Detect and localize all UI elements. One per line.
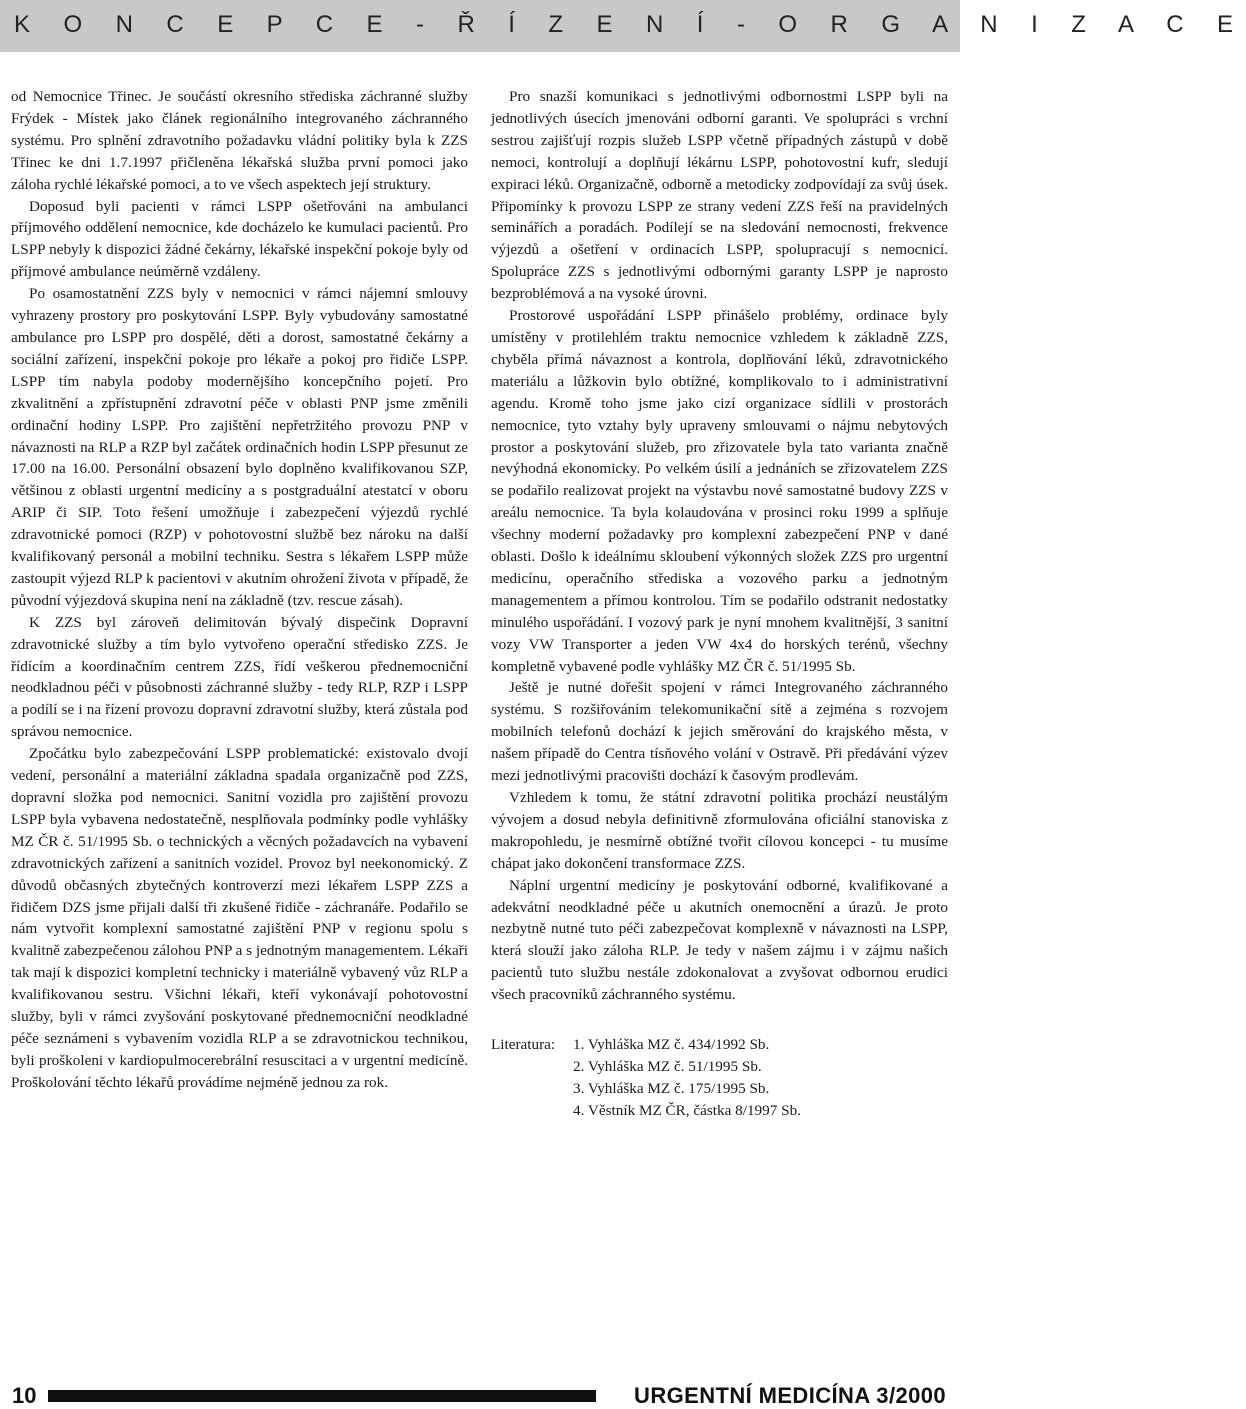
left-column (11, 86, 468, 1094)
literature-item: 1. Vyhláška MZ č. 434/1992 Sb. (573, 1036, 770, 1054)
page-footer (0, 1383, 960, 1409)
paragraph: Pro snazší komunikaci s jednotlivými odbornostmi LSPP byli na jednotlivých úsecích jmenováni odborní garanti. Ve spolupráci s vrchní sestrou zajišťují rozpis služeb LSPP včetně případných zástupů v době nemoci, kontrolují a doplňují lékárnu LSPP, pohotovostní kufr, sledují expiraci léků. Organizačně, odborně a metodicky zodpovídají za svůj úsek. Připomínky k provozu LSPP ze strany vedení ZZS řeší na pravidelných seminářích a poradách. Podílejí se na sledování nemocnosti, frekvence výjezdů a ošetření v ordinacích LSPP, spolupracují s nemocnicí. Spolupráce ZZS s jednotlivými odbornými garanty LSPP je naprosto bezproblémová a na vysoké úrovni. (491, 88, 948, 303)
literature-label: Literatura: (491, 1036, 556, 1054)
page-header (0, 0, 1246, 52)
footer-rule (48, 1390, 596, 1402)
literature-list (491, 1034, 948, 1122)
literature-item: 4. Věstník MZ ČR, částka 8/1997 Sb. (573, 1101, 801, 1119)
journal-title: URGENTNÍ MEDICÍNA 3/2000 (634, 1383, 946, 1408)
paragraph: Zpočátku bylo zabezpečování LSPP problematické: existovalo dvojí vedení, personální a materiální základna spadala organizačně pod ZZS, dopravní složka pod nemocnici. Sanitní vozidla pro zajištění provozu LSPP byla vybavena nedostatečně, nesplňovala podmínky podle vyhlášky MZ ČR č. 51/1995 Sb. o technických a věcných požadavcích na vybavení zdravotnických zařízení a sanitních vozidel. Provoz byl neekonomický. Z důvodů občasných zbytečných kontroverzí mezi lékařem LSPP ZZS a řidičem DZS jsme přijali další tři zkušené řidiče - záchranáře. Podařilo se nám vytvořit komplexní samostatné zajištění PNP v regionu spolu s kvalitně zabezpečenou zálohou PNP a s jednotným managementem. Lékaři tak mají k dispozici kompletní technicky i materiálně vybavený vůz RLP a kvalifikovanou sestru. Všichni lékaři, kteří vykonávají pohotovostní služby, byli v rámci zvyšování poskytované přednemocniční neodkladné péče seznámeni s vybavením vozidla RLP a se zdravotnickou technikou, byli proškoleni v kardiopulmocerebrální resuscitaci a v urgentní medicíně. Proškolování těchto lékařů provádíme nejméně jednou za rok. (11, 745, 469, 1091)
literature-item: 3. Vyhláška MZ č. 175/1995 Sb. (573, 1079, 770, 1097)
paragraph: Ještě je nutné dořešit spojení v rámci Integrovaného záchranného systému. S rozšiřováním telekomunikační sítě a zejména s rozvojem mobilních telefonů dochází k jejich směrování do krajského města, v našem případě do Centra tísňového volání v Ostravě. Při předávání výzev mezi jednotlivými pracovišti dochází k časovým prodlevám. (491, 679, 948, 785)
paragraph: Prostorové uspořádání LSPP přinášelo problémy, ordinace byly umístěny v protilehlém traktu nemocnice vzhledem k základně ZZS, chyběla přímá návaznost a kontrola, doplňování léků, zdravotnického materiálu a lůžkovin bylo obtížné, komplikovalo to i administrativní agendu. Kromě toho jsme jako cizí organizace sídlili v prostorách nemocnice, tyto vztahy byly upraveny smlouvami o nájmu nebytových prostor a poskytování služeb, pro zřizovatele byla tato varianta značně nevýhodná ekonomicky. Po velkém úsilí a jednáních se zřizovatelem ZZS se podařilo realizovat projekt na výstavbu nové samostatné budovy ZZS v areálu nemocnice. Ta byla kolaudována v prosinci roku 1999 a splňuje všechny moderní požadavky pro komplexní zabezpečení PNP v dané oblasti. Došlo k ideálnímu skloubení výkonných složek ZZS pro urgentní medicínu, operačního střediska a vozového parku a jednotným managementem a přímou kontrolou. Tím se podařilo odstranit nedostatky minulého uspořádání. I vozový park je nyní mnohem kvalitnější, 3 sanitní vozy VW Transporter a jeden VW 4x4 do horských terénů, všechny kompletně vybavené podle vyhlášky MZ ČR č. 51/1995 Sb. (491, 307, 948, 675)
paragraph: od Nemocnice Třinec. Je součástí okresního střediska záchranné služby Frýdek - Místek jako článek regionálního integrovaného záchranného systému. Pro splnění zdravotního požadavku vládní politiky byla k ZZS Třinec ke dni 1.7.1997 přičleněna lékařská služba první pomoci jako záloha rychlé lékařské pomoci, a to ve všech aspektech její struktury. (11, 88, 468, 193)
paragraph: Doposud byli pacienti v rámci LSPP ošetřováni na ambulanci příjmového oddělení nemocnice, kde docházelo ke kumulaci pacientů. Pro LSPP nebyly k dispozici žádné čekárny, lékařské inspekční pokoje byly od příjmové ambulance neúměrně vzdáleny. (11, 197, 468, 281)
right-column (491, 86, 948, 1122)
section-title: K O N C E P C E - Ř Í Z E N Í - O R G A N I Z A C E (14, 11, 1246, 38)
literature-item: 2. Vyhláška MZ č. 51/1995 Sb. (573, 1057, 762, 1075)
paragraph: Vzhledem k tomu, že státní zdravotní politika prochází neustálým vývojem a dosud nebyla definitivně zformulována oficiální stanoviska z makropohledu, je nesmírně obtížné tvořit cílovou koncepci - tu musíme chápat jako dokončení transformace ZZS. (491, 789, 948, 872)
paragraph: K ZZS byl zároveň delimitován bývalý dispečink Dopravní zdravotnické služby a tím bylo vytvořeno operační středisko ZZS. Je řídícím a koordinačním centrem ZZS, řídí veškerou přednemocniční neodkladnou péči v působnosti záchranné služby - tedy RLP, RZP i LSPP a podílí se i na řízení provozu dopravní zdravotní služby, která zůstala pod správou nemocnice. (11, 613, 468, 741)
paragraph: Náplní urgentní medicíny je poskytování odborné, kvalifikované a adekvátní neodkladné péče u akutních onemocnění a úrazů. Je proto nezbytně nutné tuto péči zabezpečovat komplexně v návaznosti na LSPP, která slouží jako záloha RLP. Je tedy v našem zájmu i v zájmu našich pacientů tuto službu nestále zdokonalovat a zvyšovat odbornou erudici všech pracovníků záchranného systému. (491, 876, 948, 1004)
paragraph: Po osamostatnění ZZS byly v nemocnici v rámci nájemní smlouvy vyhrazeny prostory pro poskytování LSPP. Byly vybudovány samostatné ambulance pro LSPP pro dospělé, děti a dorost, samostatné čekárny a sociální zařízení, inspekční pokoje pro lékaře a pokoj pro řidiče LSPP. LSPP tím nabyla podoby modernějšího koncepčního pojetí. Pro zkvalitnění a zpřístupnění zdravotní péče v oblasti PNP jsme změnili ordinační hodiny LSPP. Pro zajištění nepřetržitého provozu PNP v návaznosti na RLP a RZP byl začátek ordinačních hodin LSPP přesunut ze 17.00 na 16.00. Personální obsazení bylo doplněno kvalifikovanou SZP, většinou z oblasti urgentní medicíny a s postgraduální atestatcí v oboru ARIP či SIP. Toto řešení umožňuje i zabezpečení výjezdů rychlé zdravotnické pomoci (RZP) v pohotovostní službě bez nároku na další kvalifikovaný personál a mobilní techniku. Sestra s lékařem LSPP může zastoupit výjezd RLP k pacientovi v akutním ohrožení života v případě, že původní výjezdová skupina není na základně (tzv. rescue zásah). (11, 285, 468, 609)
page-number: 10 (12, 1383, 37, 1408)
